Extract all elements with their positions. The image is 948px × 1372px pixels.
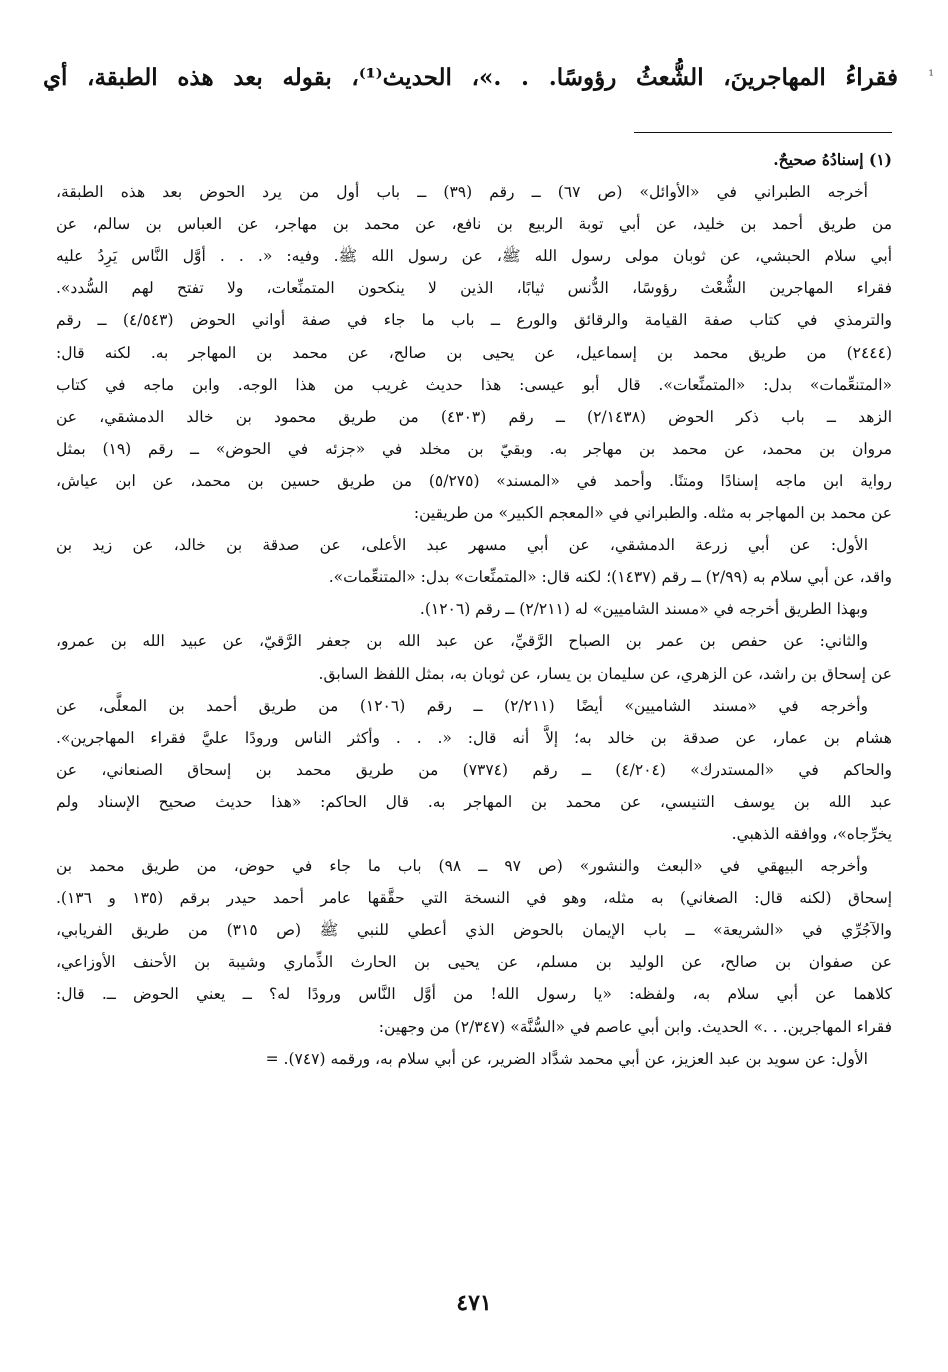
footnote-line: إسحاق (لكنه قال: الصغاني) به مثله، وهو في النسخة التي حقَّقها عامر أحمد حيدر برقم (١٣٥ و ١٣٦). [56,889,892,908]
footnote-line: مروان بن محمد، عن محمد بن مهاجر به. وبقيّ بن مخلد في «جزئه في الحوض» ــ رقم (١٩) بمثل [56,439,892,458]
footnotes-block [56,144,892,1075]
footnote-line: يخرِّجاه»، ووافقه الذهبي. [731,824,892,843]
main-text-line: فقراءُ المهاجرينَ، الشُّعثُ رؤوسًا. . .»، الحديث⁽¹⁾، بقوله بعد هذه الطبقة، أي [43,64,898,91]
footnote-line: من طريق أحمد بن خليد، عن أبي توبة الربيع بن نافع، عن محمد بن مهاجر، عن العباس بن سالم، عن [56,215,892,234]
footnote-line: وأخرجه في «مسند الشاميين» أيضًا (٢/٢١١) ــ رقم (١٢٠٦) من طريق أحمد بن المعلَّى، عن [56,696,869,715]
footnote-line: رواية ابن ماجه إسنادًا ومتنًا. وأحمد في «المسند» (٥/٢٧٥) من طريق حسين بن محمد، عن ابن عياش، [56,471,892,490]
footnote-line: الأول: عن سويد بن عبد العزيز، عن أبي محمد شدَّاد الضرير، عن أبي سلام به، ورقمه (٧٤٧). = [265,1049,868,1068]
footnote-line: (٢٤٤٤) من طريق محمد بن إسماعيل، عن يحيى بن صالح، عن محمد بن المهاجر به. لكنه قال: [56,343,892,362]
footnote-line: والثاني: عن حفص بن عمر بن الصباح الرَّقيِّ، عن عبد الله بن جعفر الرَّقيّ، عن عبيد الله بن عمرو، [56,632,868,651]
footnote-line: الزهد ــ باب ذكر الحوض (٢/١٤٣٨) ــ رقم (٤٣٠٣) من طريق محمود بن خالد الدمشقي، عن [56,407,892,426]
footnote-heading: (١) إسنادُهُ صحيحٌ. [773,150,892,169]
footnote-line: وبهذا الطريق أخرجه في «مسند الشاميين» له (٢/٢١١) ــ رقم (١٢٠٦). [419,600,868,619]
footnote-line: عن صفوان بن صالح، عن الوليد بن مسلم، عن يحيى بن الحارث الذِّماري وشيبة بن الأحنف الأوزاعي، [56,953,892,972]
footnote-line: عبد الله بن يوسف التنيسي، عن محمد بن المهاجر به. قال الحاكم: «هذا حديث صحيح الإسناد ولم [56,792,892,811]
footnote-line: أبي سلام الحبشي، عن ثوبان مولى رسول الله ﷺ، عن رسول الله ﷺ. وفيه: «. . . أوَّل النَّاس يَرِدُ عليه [56,247,892,266]
footnote-separator [634,132,892,133]
footnote-line: «المتنعِّمات» بدل: «المتمنِّعات». قال أبو عيسى: هذا حديث غريب من هذا الوجه. وابن ماجه في كتاب [56,375,892,394]
footnote-line: فقراء المهاجرين الشُّعْث رؤوسًا، الدُّنس ثيابًا، الذين لا ينكحون المتمنِّعات، ولا تفتح لهم السُّدد». [56,279,892,298]
margin-mark: ¹ [928,68,934,84]
footnote-line: عن محمد بن المهاجر به مثله. والطبراني في «المعجم الكبير» من طريقين: [413,504,892,523]
footnote-line: عن إسحاق بن راشد، عن الزهري، عن سليمان بن يسار، عن ثوبان به، بمثل اللفظ السابق. [318,664,892,683]
footnote-line: الأول: عن أبي زرعة الدمشقي، عن أبي مسهر عبد الأعلى، عن صدقة بن خالد، عن زيد بن [56,536,868,555]
footnote-line: كلاهما عن أبي سلام به، ولفظه: «يا رسول الله! من أوَّل النَّاس ورودًا له؟ ــ يعني الحوض ــ. قال: [56,985,892,1004]
footnote-line: والترمذي في كتاب صفة القيامة والرقائق والورع ــ باب ما جاء في صفة أواني الحوض (٤/٥٤٣) ــ رقم [56,311,892,330]
footnote-line: هشام بن عمار، عن صدقة بن خالد به؛ إلاَّ أنه قال: «. . . وأكثر الناس ورودًا عليَّ فقراء المهاجرين». [56,728,892,747]
footnote-line: فقراء المهاجرين. . .» الحديث. وابن أبي عاصم في «السُّنَّة» (٢/٣٤٧) من وجهين: [378,1017,892,1036]
footnote-line: واقد، عن أبي سلام به (٢/٩٩) ــ رقم (١٤٣٧)؛ لكنه قال: «المتمنِّعات» بدل: «المتنعِّمات». [328,568,892,587]
footnote-line: والحاكم في «المستدرك» (٤/٢٠٤) ــ رقم (٧٣٧٤) من طريق محمد بن إسحاق الصنعاني، عن [56,760,892,779]
page-number: ٤٧١ [456,1290,492,1316]
footnote-line: والآجُرِّي في «الشريعة» ــ باب الإيمان بالحوض الذي أعطي للنبي ﷺ (ص ٣١٥) من طريق الفريابي، [56,921,892,940]
footnote-line: وأخرجه البيهقي في «البعث والنشور» (ص ٩٧ ــ ٩٨) باب ما جاء في حوض، من طريق محمد بن [56,857,868,876]
footnote-line: أخرجه الطبراني في «الأوائل» (ص ٦٧) ــ رقم (٣٩) ــ باب أول من يرد الحوض بعد هذه الطبقة، [56,183,868,202]
